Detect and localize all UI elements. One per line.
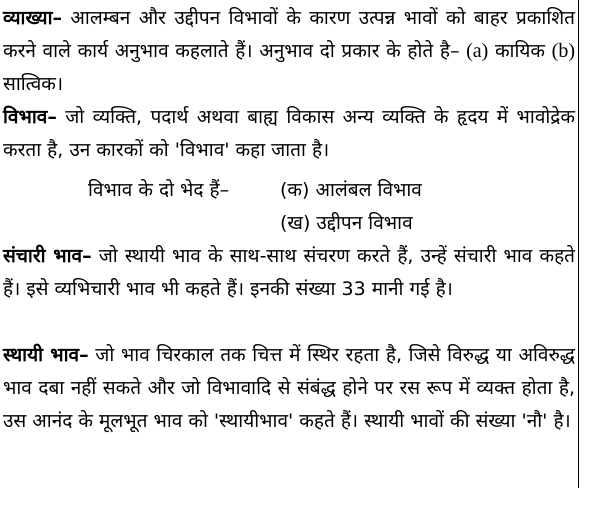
vibhav-paragraph <box>3 101 575 167</box>
sanchari-term: संचारी भाव– <box>3 245 92 267</box>
vibhav-text: जो व्यक्ति, पदार्थ अथवा बाह्य विकास अन्य व्यक्ति के हृदय में भावोद्रेक करता है, उन कारकों को 'विभाव' कहा जाता है। <box>3 106 575 161</box>
sanchari-text: जो स्थायी भाव के साथ-साथ संचरण करते हैं, उन्हें संचारी भाव कहते हैं। इसे व्यभिचारी भाव भी कहते हैं। इनकी संख्या 33 मानी गई है। <box>3 245 575 300</box>
vyakhya-marker-a: (a) <box>466 40 489 62</box>
sthayi-text: जो भाव चिरकाल तक चित्त में स्थिर रहता है, जिसे विरुद्ध या अविरुद्ध भाव दबा नहीं सकते और जो विभावादि से संबंद्ध होने पर रस रूप में व्यक्त होता है, उस आनंद के मूलभूत भाव को 'स्थायीभाव' कहते हैं। स्थायी भावों की संख्या 'नौ' है। <box>3 344 575 432</box>
sanchari-paragraph <box>3 240 575 306</box>
vibhav-type-2: (ख) उद्दीपन विभाव <box>280 212 413 234</box>
vyakhya-paragraph <box>3 2 575 101</box>
sthayi-term: स्थायी भाव– <box>3 344 89 366</box>
vyakhya-term: व्याख्या– <box>3 7 62 29</box>
vibhav-type-1: (क) आलंबल विभाव <box>280 179 422 201</box>
vyakhya-text-3: सात्विक। <box>3 73 64 95</box>
vyakhya-text-1: आलम्बन और उद्दीपन विभावों के कारण उत्पन्न भावों को बाहर प्रकाशित करने वाले कार्य अनुभाव कहलाते हैं। अनुभाव दो प्रकार के होते है– <box>3 7 575 62</box>
vibhav-types-intro: विभाव के दो भेद हैं– <box>88 179 230 201</box>
sthayi-paragraph <box>3 339 575 438</box>
vyakhya-marker-b: (b) <box>551 40 575 62</box>
vyakhya-text-2: कायिक <box>488 40 552 62</box>
vibhav-term: विभाव– <box>3 106 57 128</box>
